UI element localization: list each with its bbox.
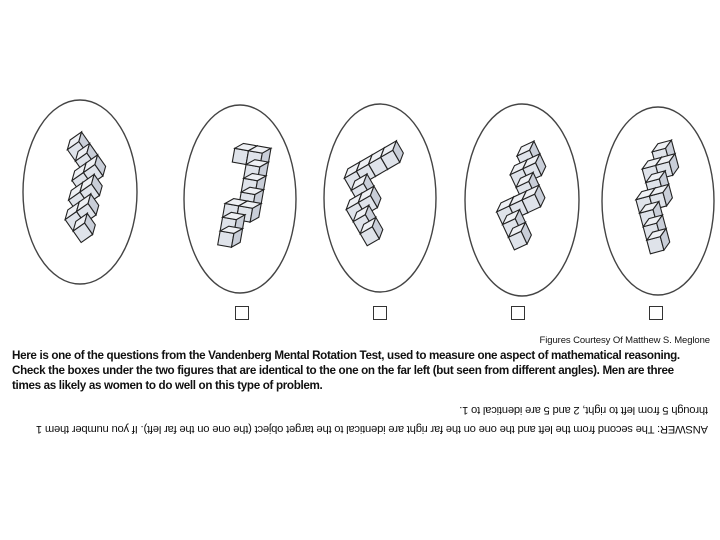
question-text: Here is one of the questions from the Vandenberg Mental Rotation Test, used to measure one aspect of mathematical reasoning. Check the boxes under the two figures that are identical to the one on the far left (but seen from different angles). Men are three times as likely as women to do well on this type of problem. <box>12 348 680 392</box>
option-figure-2 <box>324 104 436 292</box>
answer-upside-down <box>12 400 708 438</box>
option-figure-1 <box>184 105 296 293</box>
checkbox-figure-5[interactable] <box>649 306 663 320</box>
answer-line-1: ANSWER: The second from the left and the one on the far right are identical to the target object (the one on the far left). If you number them 1 <box>36 423 708 435</box>
target-figure <box>23 100 137 284</box>
checkbox-figure-2[interactable] <box>235 306 249 320</box>
figure-credit: Figures Courtesy Of Matthew S. Meglone <box>539 335 710 346</box>
checkbox-figure-3[interactable] <box>373 306 387 320</box>
checkbox-figure-4[interactable] <box>511 306 525 320</box>
answer-line-2: through 5 from left to right, 2 and 5 are identical to 1. <box>459 404 708 416</box>
option-figure-3 <box>465 104 579 296</box>
option-figure-4 <box>602 107 714 295</box>
